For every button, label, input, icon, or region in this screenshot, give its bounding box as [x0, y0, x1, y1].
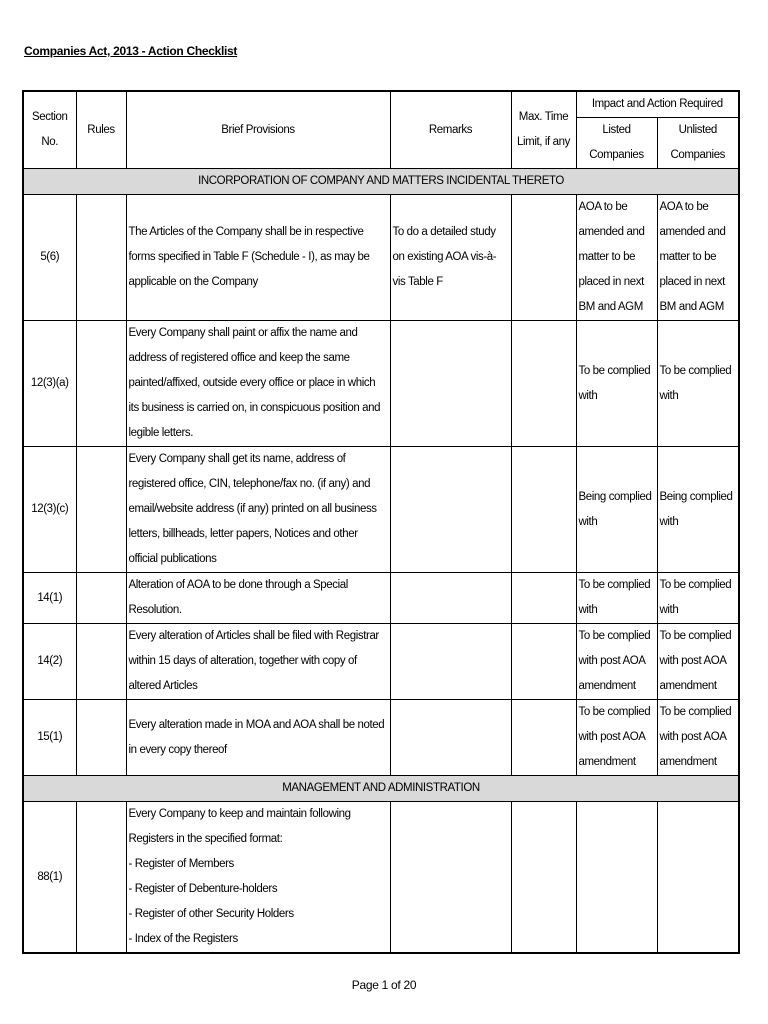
section-heading: MANAGEMENT AND ADMINISTRATION — [23, 776, 739, 802]
header-section-no: Section No. — [23, 91, 76, 169]
header-max-time: Max. Time Limit, if any — [511, 91, 576, 169]
remarks-cell — [390, 802, 511, 954]
max-time-cell — [511, 624, 576, 700]
header-unlisted: Unlisted Companies — [657, 118, 739, 169]
provision-cell: Alteration of AOA to be done through a Special Resolution. — [126, 573, 390, 624]
rules-cell — [76, 321, 126, 447]
header-rules: Rules — [76, 91, 126, 169]
header-impact-group: Impact and Action Required — [576, 91, 739, 118]
max-time-cell — [511, 195, 576, 321]
remarks-cell — [390, 624, 511, 700]
table-row — [23, 624, 739, 700]
provision-cell — [126, 802, 390, 954]
section-cell: 15(1) — [23, 700, 76, 776]
rules-cell — [76, 700, 126, 776]
max-time-cell — [511, 802, 576, 954]
action-checklist-table — [22, 90, 740, 954]
section-cell: 12(3)(c) — [23, 447, 76, 573]
provision-line: - Register of other Security Holders — [128, 908, 294, 920]
provision-cell: Every Company shall paint or affix the name and address of registered office and keep the same painted/affixed, outside every office or place in which its business is carried on, in conspicuous position and legible letters. — [126, 321, 390, 447]
provision-cell: The Articles of the Company shall be in respective forms specified in Table F (Schedule - I), as may be applicable on the Company — [126, 195, 390, 321]
table-row — [23, 700, 739, 776]
listed-cell: To be complied with — [576, 321, 657, 447]
section-cell: 88(1) — [23, 802, 76, 954]
listed-cell: To be complied with post AOA amendment — [576, 624, 657, 700]
max-time-cell — [511, 700, 576, 776]
section-cell: 12(3)(a) — [23, 321, 76, 447]
section-cell: 5(6) — [23, 195, 76, 321]
table-row — [23, 195, 739, 321]
table-row — [23, 802, 739, 954]
remarks-cell — [390, 321, 511, 447]
provision-line: - Index of the Registers — [128, 933, 238, 945]
listed-cell: To be complied with post AOA amendment — [576, 700, 657, 776]
max-time-cell — [511, 321, 576, 447]
listed-cell — [576, 802, 657, 954]
rules-cell — [76, 802, 126, 954]
max-time-cell — [511, 447, 576, 573]
provision-cell: Every Company shall get its name, address of registered office, CIN, telephone/fax no. (if any) and email/website address (if any) printed on all business letters, billheads, letter papers, Notices and other official publications — [126, 447, 390, 573]
unlisted-cell — [657, 802, 739, 954]
provision-line: - Register of Members — [128, 858, 234, 870]
provision-line: Every Company to keep and maintain following Registers in the specified format: — [128, 808, 351, 845]
header-listed: Listed Companies — [576, 118, 657, 169]
rules-cell — [76, 447, 126, 573]
remarks-cell: To do a detailed study on existing AOA vis-à-vis Table F — [390, 195, 511, 321]
page-number: Page 1 of 20 — [351, 978, 417, 992]
table-row — [23, 447, 739, 573]
section-cell: 14(1) — [23, 573, 76, 624]
table-row — [23, 321, 739, 447]
section-heading-row — [23, 776, 739, 802]
section-heading-row — [23, 169, 739, 195]
remarks-cell — [390, 573, 511, 624]
rules-cell — [76, 624, 126, 700]
unlisted-cell: To be complied with post AOA amendment — [657, 624, 739, 700]
listed-cell: AOA to be amended and matter to be placed in next BM and AGM — [576, 195, 657, 321]
unlisted-cell: Being complied with — [657, 447, 739, 573]
provision-cell: Every alteration made in MOA and AOA shall be noted in every copy thereof — [126, 700, 390, 776]
header-remarks: Remarks — [390, 91, 511, 169]
listed-cell: Being complied with — [576, 447, 657, 573]
provision-cell: Every alteration of Articles shall be filed with Registrar within 15 days of alteration, together with copy of altered Articles — [126, 624, 390, 700]
remarks-cell — [390, 447, 511, 573]
unlisted-cell: To be complied with — [657, 573, 739, 624]
rules-cell — [76, 195, 126, 321]
document-title: Companies Act, 2013 - Action Checklist — [24, 44, 238, 58]
rules-cell — [76, 573, 126, 624]
section-cell: 14(2) — [23, 624, 76, 700]
unlisted-cell: AOA to be amended and matter to be placed in next BM and AGM — [657, 195, 739, 321]
max-time-cell — [511, 573, 576, 624]
provision-line: - Register of Debenture-holders — [128, 883, 278, 895]
section-heading: INCORPORATION OF COMPANY AND MATTERS INCIDENTAL THERETO — [23, 169, 739, 195]
listed-cell: To be complied with — [576, 573, 657, 624]
table-row — [23, 573, 739, 624]
header-brief-provisions: Brief Provisions — [126, 91, 390, 169]
unlisted-cell: To be complied with post AOA amendment — [657, 700, 739, 776]
unlisted-cell: To be complied with — [657, 321, 739, 447]
remarks-cell — [390, 700, 511, 776]
